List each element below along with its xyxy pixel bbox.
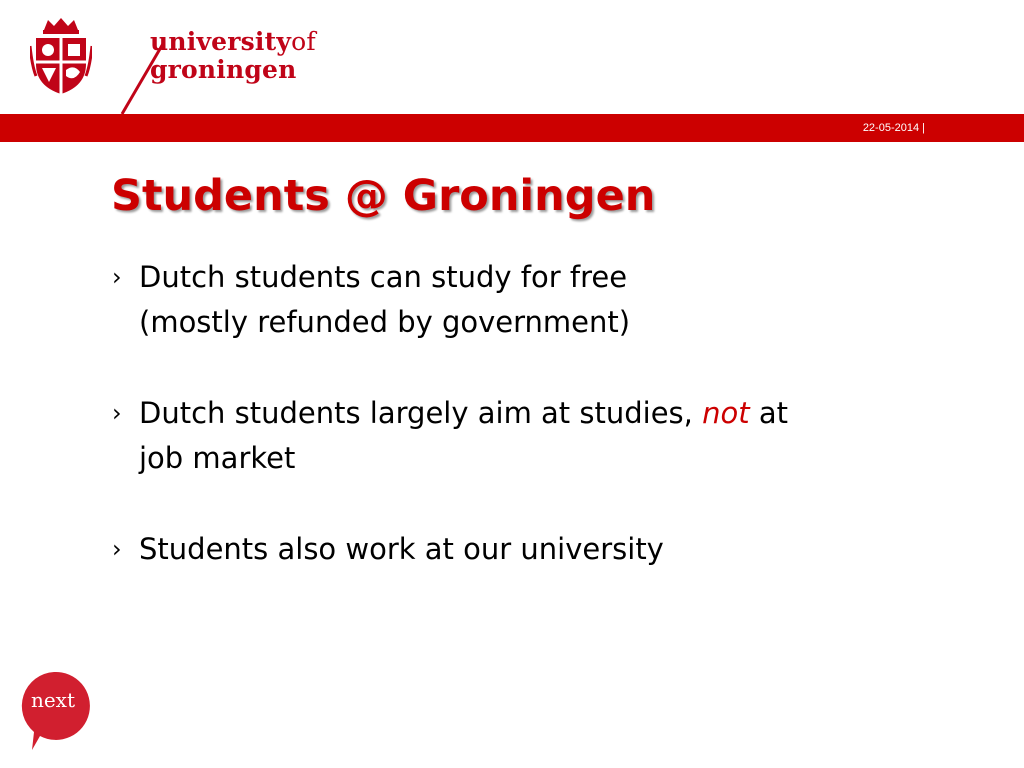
bullet-text: Students also work at our university xyxy=(139,532,664,566)
bullet-text: (mostly refunded by government) xyxy=(139,305,631,339)
bullet-text: Dutch students can study for free xyxy=(139,260,628,294)
bullet-marker: › xyxy=(112,535,122,563)
bullet-item xyxy=(112,391,972,481)
slide-date: 22-05-2014 | xyxy=(862,122,925,134)
bullet-list xyxy=(112,255,972,618)
bullet-item xyxy=(112,527,972,572)
bullet-text-part: at xyxy=(749,396,788,430)
bullet-marker: › xyxy=(112,263,122,291)
logo-word-university: university xyxy=(150,27,292,56)
emphasis-not: not xyxy=(702,396,750,430)
bullet-marker: › xyxy=(112,399,122,427)
logo-word-of: of xyxy=(291,27,316,56)
university-logo xyxy=(30,16,320,100)
logo-wordmark xyxy=(150,28,316,84)
bullet-text: job market xyxy=(139,441,296,475)
header-bar xyxy=(0,114,1024,142)
bullet-item xyxy=(112,255,972,345)
next-badge-label[interactable]: next xyxy=(30,688,76,712)
bullet-text-part: Dutch students largely aim at studies, xyxy=(139,396,703,430)
logo-word-groningen: groningen xyxy=(150,55,297,84)
bullet-text xyxy=(139,391,972,436)
university-crest-icon xyxy=(30,16,92,96)
slide-title: Students @ Groningen xyxy=(111,171,656,221)
